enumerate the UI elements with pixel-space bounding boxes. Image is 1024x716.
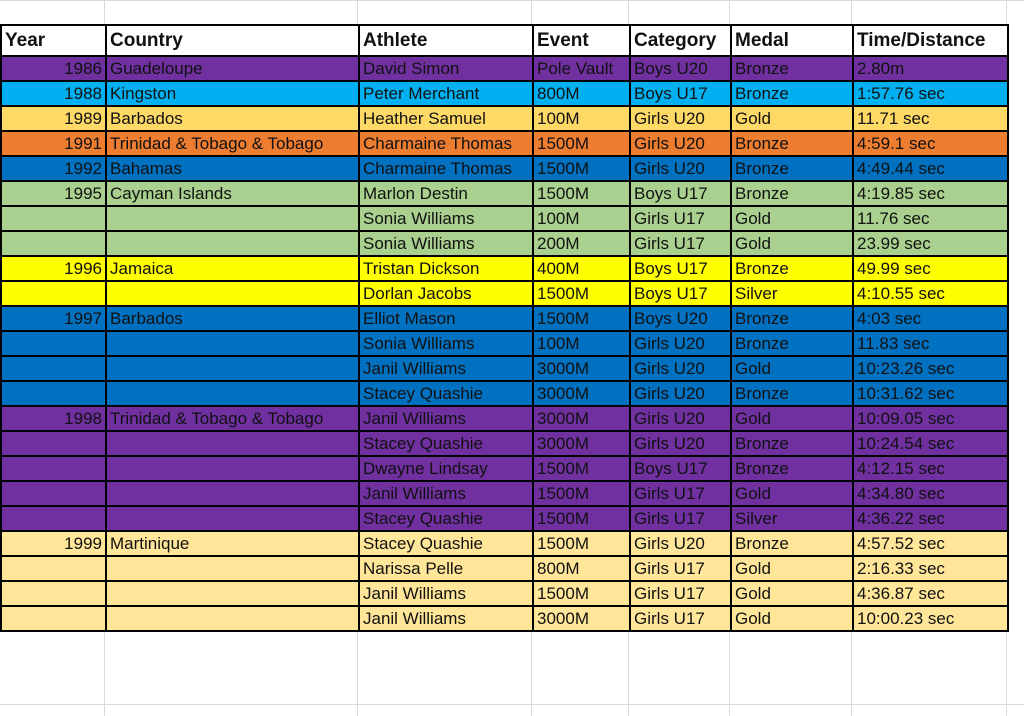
year-cell[interactable] (1, 556, 106, 581)
category-cell[interactable]: Girls U17 (630, 581, 731, 606)
medal-cell[interactable]: Bronze (731, 331, 853, 356)
year-cell[interactable]: 1988 (1, 81, 106, 106)
time-distance-cell[interactable]: 4:49.44 sec (853, 156, 1008, 181)
country-cell[interactable] (106, 231, 359, 256)
category-cell[interactable]: Girls U20 (630, 431, 731, 456)
medal-cell[interactable]: Bronze (731, 156, 853, 181)
medal-cell[interactable]: Gold (731, 356, 853, 381)
time-distance-cell[interactable]: 4:10.55 sec (853, 281, 1008, 306)
medal-cell[interactable]: Bronze (731, 381, 853, 406)
time-distance-cell[interactable]: 4:12.15 sec (853, 456, 1008, 481)
year-cell[interactable] (1, 206, 106, 231)
category-cell[interactable]: Girls U17 (630, 481, 731, 506)
event-cell[interactable]: 100M (533, 106, 630, 131)
athlete-cell[interactable]: Marlon Destin (359, 181, 533, 206)
country-cell[interactable]: Trinidad & Tobago & Tobago (106, 131, 359, 156)
table-row (1, 281, 1008, 306)
medal-cell[interactable]: Bronze (731, 256, 853, 281)
athlete-cell[interactable]: Tristan Dickson (359, 256, 533, 281)
event-cell[interactable]: 100M (533, 206, 630, 231)
event-cell[interactable]: 200M (533, 231, 630, 256)
medal-results-table (0, 24, 1009, 632)
table-row (1, 556, 1008, 581)
athlete-cell[interactable]: Dorlan Jacobs (359, 281, 533, 306)
table-row (1, 131, 1008, 156)
event-cell[interactable]: 1500M (533, 306, 630, 331)
event-cell[interactable]: 1500M (533, 456, 630, 481)
country-cell[interactable] (106, 581, 359, 606)
country-cell[interactable] (106, 506, 359, 531)
time-distance-cell[interactable]: 4:57.52 sec (853, 531, 1008, 556)
event-cell[interactable]: 1500M (533, 181, 630, 206)
column-header-time-distance[interactable]: Time/Distance (853, 25, 1008, 56)
country-cell[interactable] (106, 481, 359, 506)
column-header-country[interactable]: Country (106, 25, 359, 56)
table-row (1, 581, 1008, 606)
medal-cell[interactable]: Gold (731, 606, 853, 631)
year-cell[interactable] (1, 431, 106, 456)
event-cell[interactable]: 1500M (533, 506, 630, 531)
event-cell[interactable]: 800M (533, 81, 630, 106)
time-distance-cell[interactable]: 10:31.62 sec (853, 381, 1008, 406)
event-cell[interactable]: 3000M (533, 356, 630, 381)
medal-cell[interactable]: Gold (731, 581, 853, 606)
table-row (1, 256, 1008, 281)
country-cell[interactable]: Kingston (106, 81, 359, 106)
column-header-athlete[interactable]: Athlete (359, 25, 533, 56)
event-cell[interactable]: 1500M (533, 281, 630, 306)
athlete-cell[interactable]: Charmaine Thomas (359, 156, 533, 181)
time-distance-cell[interactable]: 11.71 sec (853, 106, 1008, 131)
column-header-year[interactable]: Year (1, 25, 106, 56)
time-distance-cell[interactable]: 11.76 sec (853, 206, 1008, 231)
year-cell[interactable]: 1996 (1, 256, 106, 281)
category-cell[interactable]: Girls U20 (630, 106, 731, 131)
medal-cell[interactable]: Bronze (731, 456, 853, 481)
year-cell[interactable]: 1986 (1, 56, 106, 81)
category-cell[interactable]: Boys U20 (630, 306, 731, 331)
medal-cell[interactable]: Bronze (731, 306, 853, 331)
time-distance-cell[interactable]: 10:24.54 sec (853, 431, 1008, 456)
category-cell[interactable]: Boys U20 (630, 56, 731, 81)
table-row (1, 81, 1008, 106)
year-cell[interactable] (1, 481, 106, 506)
athlete-cell[interactable]: Janil Williams (359, 581, 533, 606)
year-cell[interactable] (1, 456, 106, 481)
time-distance-cell[interactable]: 10:09.05 sec (853, 406, 1008, 431)
medal-cell[interactable]: Gold (731, 481, 853, 506)
medal-cell[interactable]: Gold (731, 106, 853, 131)
category-cell[interactable]: Girls U20 (630, 131, 731, 156)
year-cell[interactable]: 1997 (1, 306, 106, 331)
athlete-cell[interactable]: Stacey Quashie (359, 531, 533, 556)
category-cell[interactable]: Girls U20 (630, 406, 731, 431)
table-row (1, 506, 1008, 531)
athlete-cell[interactable]: Narissa Pelle (359, 556, 533, 581)
year-cell[interactable]: 1999 (1, 531, 106, 556)
year-cell[interactable]: 1989 (1, 106, 106, 131)
event-cell[interactable]: 1500M (533, 531, 630, 556)
year-cell[interactable] (1, 231, 106, 256)
athlete-cell[interactable]: Janil Williams (359, 356, 533, 381)
athlete-cell[interactable]: Sonia Williams (359, 231, 533, 256)
table-row (1, 456, 1008, 481)
category-cell[interactable]: Girls U20 (630, 531, 731, 556)
country-cell[interactable]: Cayman Islands (106, 181, 359, 206)
medal-cell[interactable]: Gold (731, 231, 853, 256)
year-cell[interactable] (1, 506, 106, 531)
time-distance-cell[interactable]: 4:59.1 sec (853, 131, 1008, 156)
category-cell[interactable]: Boys U17 (630, 281, 731, 306)
time-distance-cell[interactable]: 1:57.76 sec (853, 81, 1008, 106)
event-cell[interactable]: 800M (533, 556, 630, 581)
time-distance-cell[interactable]: 10:23.26 sec (853, 356, 1008, 381)
athlete-cell[interactable]: Elliot Mason (359, 306, 533, 331)
athlete-cell[interactable]: Janil Williams (359, 606, 533, 631)
table-row (1, 181, 1008, 206)
category-cell[interactable]: Boys U17 (630, 81, 731, 106)
event-cell[interactable]: 1500M (533, 481, 630, 506)
category-cell[interactable]: Girls U20 (630, 331, 731, 356)
year-cell[interactable] (1, 381, 106, 406)
athlete-cell[interactable]: Janil Williams (359, 481, 533, 506)
table-row (1, 306, 1008, 331)
year-cell[interactable] (1, 606, 106, 631)
event-cell[interactable]: 100M (533, 331, 630, 356)
country-cell[interactable] (106, 356, 359, 381)
event-cell[interactable]: 3000M (533, 406, 630, 431)
year-cell[interactable] (1, 356, 106, 381)
country-cell[interactable]: Barbados (106, 306, 359, 331)
table-row (1, 206, 1008, 231)
event-cell[interactable]: 400M (533, 256, 630, 281)
year-cell[interactable]: 1995 (1, 181, 106, 206)
country-cell[interactable] (106, 281, 359, 306)
country-cell[interactable]: Martinique (106, 531, 359, 556)
table-row (1, 356, 1008, 381)
category-cell[interactable]: Boys U17 (630, 181, 731, 206)
event-cell[interactable]: 3000M (533, 381, 630, 406)
time-distance-cell[interactable]: 2:16.33 sec (853, 556, 1008, 581)
year-cell[interactable]: 1998 (1, 406, 106, 431)
event-cell[interactable]: 3000M (533, 431, 630, 456)
category-cell[interactable]: Girls U20 (630, 381, 731, 406)
table-row (1, 481, 1008, 506)
category-cell[interactable]: Girls U17 (630, 606, 731, 631)
year-cell[interactable] (1, 581, 106, 606)
athlete-cell[interactable]: Dwayne Lindsay (359, 456, 533, 481)
category-cell[interactable]: Girls U17 (630, 506, 731, 531)
time-distance-cell[interactable]: 4:34.80 sec (853, 481, 1008, 506)
athlete-cell[interactable]: Sonia Williams (359, 331, 533, 356)
athlete-cell[interactable]: Charmaine Thomas (359, 131, 533, 156)
table-row (1, 431, 1008, 456)
table-row (1, 106, 1008, 131)
table-row (1, 231, 1008, 256)
event-cell[interactable]: 3000M (533, 606, 630, 631)
medal-cell[interactable]: Bronze (731, 131, 853, 156)
column-header-event[interactable]: Event (533, 25, 630, 56)
category-cell[interactable]: Girls U17 (630, 206, 731, 231)
event-cell[interactable]: 1500M (533, 131, 630, 156)
country-cell[interactable]: Guadeloupe (106, 56, 359, 81)
table-row (1, 406, 1008, 431)
country-cell[interactable]: Barbados (106, 106, 359, 131)
medal-cell[interactable]: Bronze (731, 531, 853, 556)
country-cell[interactable]: Trinidad & Tobago & Tobago (106, 406, 359, 431)
time-distance-cell[interactable]: 4:03 sec (853, 306, 1008, 331)
country-cell[interactable] (106, 606, 359, 631)
athlete-cell[interactable]: Janil Williams (359, 406, 533, 431)
athlete-cell[interactable]: David Simon (359, 56, 533, 81)
country-cell[interactable]: Bahamas (106, 156, 359, 181)
medal-cell[interactable]: Gold (731, 206, 853, 231)
event-cell[interactable]: 1500M (533, 581, 630, 606)
table-row (1, 606, 1008, 631)
time-distance-cell[interactable]: 23.99 sec (853, 231, 1008, 256)
time-distance-cell[interactable]: 10:00.23 sec (853, 606, 1008, 631)
table-row (1, 56, 1008, 81)
country-cell[interactable] (106, 556, 359, 581)
column-header-category[interactable]: Category (630, 25, 731, 56)
country-cell[interactable]: Jamaica (106, 256, 359, 281)
athlete-cell[interactable]: Sonia Williams (359, 206, 533, 231)
category-cell[interactable]: Boys U17 (630, 456, 731, 481)
time-distance-cell[interactable]: 4:36.87 sec (853, 581, 1008, 606)
year-cell[interactable] (1, 331, 106, 356)
category-cell[interactable]: Girls U17 (630, 231, 731, 256)
country-cell[interactable] (106, 456, 359, 481)
table-row (1, 531, 1008, 556)
header-row (1, 25, 1008, 56)
medal-cell[interactable]: Bronze (731, 56, 853, 81)
athlete-cell[interactable]: Peter Merchant (359, 81, 533, 106)
event-cell[interactable]: 1500M (533, 156, 630, 181)
athlete-cell[interactable]: Stacey Quashie (359, 506, 533, 531)
category-cell[interactable]: Girls U20 (630, 356, 731, 381)
table-row (1, 156, 1008, 181)
category-cell[interactable]: Girls U20 (630, 156, 731, 181)
medal-cell[interactable]: Bronze (731, 181, 853, 206)
country-cell[interactable] (106, 381, 359, 406)
medal-cell[interactable]: Bronze (731, 81, 853, 106)
time-distance-cell[interactable]: 11.83 sec (853, 331, 1008, 356)
year-cell[interactable]: 1992 (1, 156, 106, 181)
year-cell[interactable] (1, 281, 106, 306)
athlete-cell[interactable]: Heather Samuel (359, 106, 533, 131)
time-distance-cell[interactable]: 4:19.85 sec (853, 181, 1008, 206)
time-distance-cell[interactable]: 4:36.22 sec (853, 506, 1008, 531)
table-row (1, 331, 1008, 356)
event-cell[interactable]: Pole Vault (533, 56, 630, 81)
table-row (1, 381, 1008, 406)
medal-cell[interactable]: Bronze (731, 431, 853, 456)
column-header-medal[interactable]: Medal (731, 25, 853, 56)
medal-cell[interactable]: Silver (731, 506, 853, 531)
medal-cell[interactable]: Gold (731, 556, 853, 581)
medal-cell[interactable]: Gold (731, 406, 853, 431)
year-cell[interactable]: 1991 (1, 131, 106, 156)
athlete-cell[interactable]: Stacey Quashie (359, 431, 533, 456)
medal-cell[interactable]: Silver (731, 281, 853, 306)
athlete-cell[interactable]: Stacey Quashie (359, 381, 533, 406)
category-cell[interactable]: Boys U17 (630, 256, 731, 281)
country-cell[interactable] (106, 331, 359, 356)
country-cell[interactable] (106, 206, 359, 231)
time-distance-cell[interactable]: 2.80m (853, 56, 1008, 81)
time-distance-cell[interactable]: 49.99 sec (853, 256, 1008, 281)
category-cell[interactable]: Girls U17 (630, 556, 731, 581)
country-cell[interactable] (106, 431, 359, 456)
